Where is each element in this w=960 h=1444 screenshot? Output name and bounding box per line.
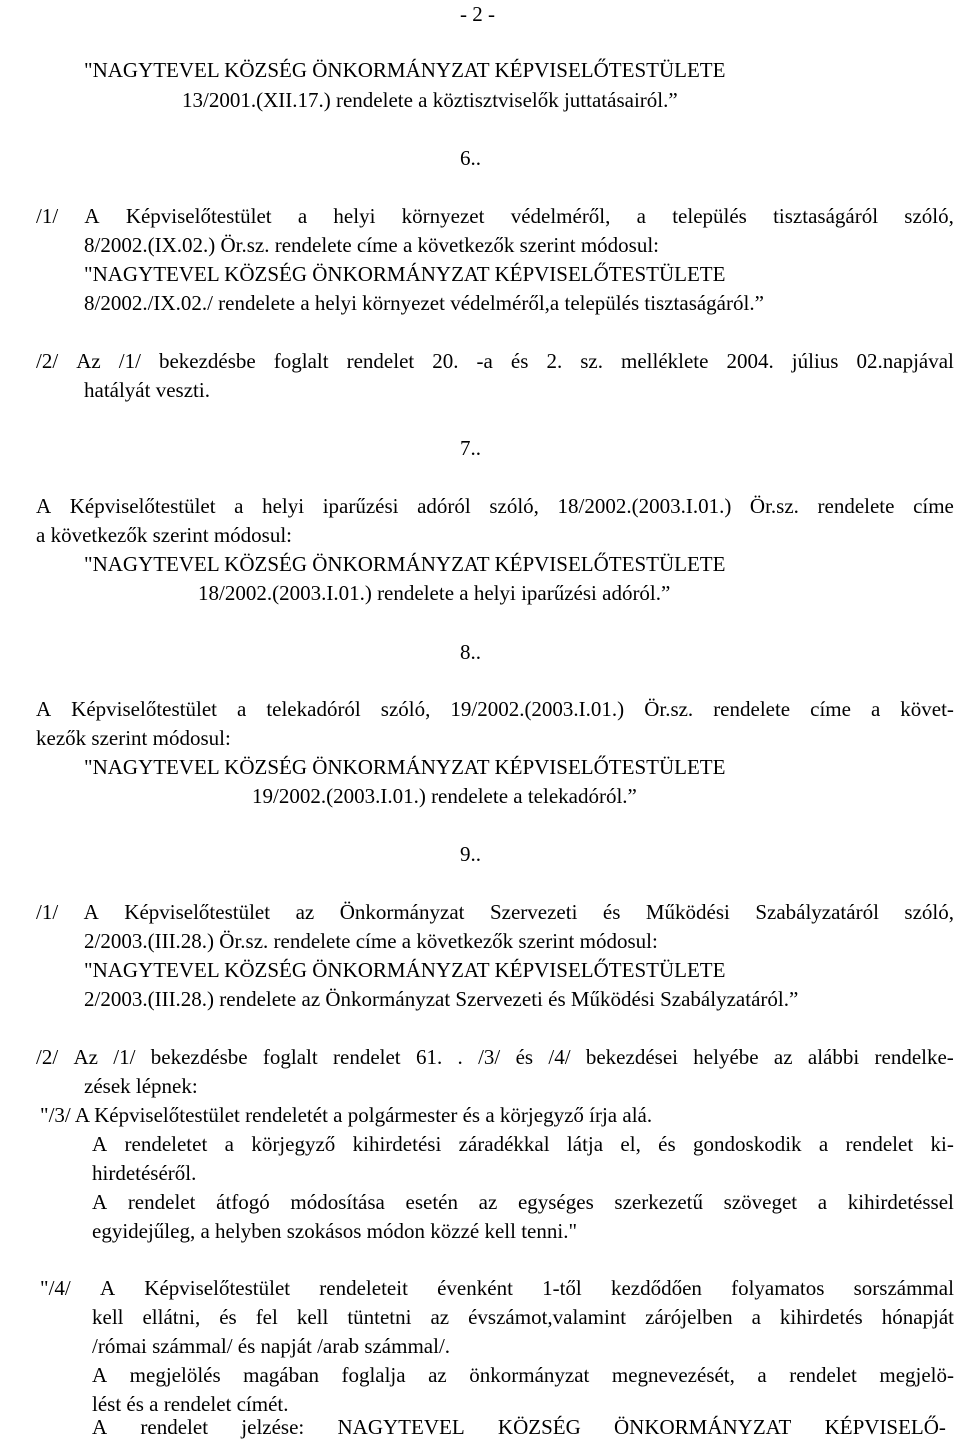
word: a xyxy=(818,1132,829,1156)
word: rendeleteit xyxy=(319,1276,408,1300)
section-6-heading: 6.. xyxy=(460,146,481,170)
word: Képviselőtestület xyxy=(125,204,272,228)
word: rendelete xyxy=(817,494,895,518)
word: NAGYTEVEL xyxy=(337,1415,465,1439)
word: /1/ xyxy=(118,349,141,373)
word: az xyxy=(430,1305,450,1329)
word: település xyxy=(672,204,747,228)
word: foglalja xyxy=(341,1363,406,1387)
word: és xyxy=(510,349,529,373)
section-9-para2-line2: zések lépnek: xyxy=(84,1074,198,1098)
section-8-line4: 19/2002.(2003.I.01.) rendelete a telekadóról.” xyxy=(252,784,637,808)
word: és xyxy=(658,1132,676,1156)
header-subtitle-line: 13/2001.(XII.17.) rendelete a köztisztviselők juttatásairól.” xyxy=(182,88,678,112)
word: a xyxy=(870,697,881,721)
section-7-line1 xyxy=(36,494,954,520)
word: foglalt xyxy=(273,349,329,373)
word: és xyxy=(602,900,621,924)
word: zárójelben xyxy=(645,1305,733,1329)
word: és xyxy=(515,1045,534,1069)
word: kihirdetéssel xyxy=(847,1190,954,1214)
word: Működési xyxy=(645,900,730,924)
section-7-line2: a következők szerint módosul: xyxy=(36,523,293,547)
word: esetén xyxy=(405,1190,458,1214)
quote-3-line4 xyxy=(92,1190,954,1216)
word: /4/ xyxy=(548,1045,571,1069)
word: ki- xyxy=(930,1132,954,1156)
word: jelzése: xyxy=(241,1415,305,1439)
word: szöveget xyxy=(723,1190,798,1214)
word: foglalt xyxy=(262,1045,318,1069)
section-8-line1 xyxy=(36,697,954,723)
quote-4-line2 xyxy=(92,1305,954,1331)
word: gondoskodik xyxy=(693,1132,802,1156)
word: alábbi xyxy=(807,1045,860,1069)
word: az xyxy=(773,1045,793,1069)
section-9-para1-line4: 2/2003.(III.28.) rendelete az Önkormányzat Szervezeti és Működési Szabályzatáról.” xyxy=(84,987,799,1011)
word: kell xyxy=(296,1305,329,1329)
word: és xyxy=(219,1305,237,1329)
word: /2/ xyxy=(36,349,59,373)
section-6-para1-line4: 8/2002./IX.02./ rendelete a helyi környezet védelméről,a település tisztaságáról.” xyxy=(84,291,764,315)
word: A xyxy=(92,1132,108,1156)
word: rendelete xyxy=(713,697,791,721)
word: Az xyxy=(73,1045,98,1069)
word: 2004. xyxy=(726,349,774,373)
word: átfogó xyxy=(216,1190,270,1214)
word: címe xyxy=(913,494,954,518)
word: A xyxy=(36,494,52,518)
section-9-para1-line1 xyxy=(36,900,954,926)
word: a xyxy=(224,1132,234,1156)
word: körjegyző xyxy=(251,1132,336,1156)
word: a xyxy=(636,204,646,228)
word: megjelölés xyxy=(129,1363,221,1387)
word: az xyxy=(428,1363,447,1387)
word: rendelet xyxy=(333,1045,401,1069)
word: 20. xyxy=(432,349,459,373)
word: "/4/ xyxy=(40,1276,71,1300)
word: melléklete xyxy=(621,349,709,373)
word: magában xyxy=(243,1363,319,1387)
word: a xyxy=(236,697,247,721)
word: /1/ xyxy=(36,204,59,228)
quote-4-line3: /római számmal/ és napját /arab számmal/. xyxy=(92,1334,451,1358)
word: az xyxy=(295,900,315,924)
word: bekezdései xyxy=(585,1045,678,1069)
word: A xyxy=(92,1415,108,1439)
word: Ör.sz. xyxy=(644,697,694,721)
section-6-para2-line1 xyxy=(36,349,954,375)
word: helyi xyxy=(333,204,376,228)
word: sz. xyxy=(580,349,603,373)
word: rendelke- xyxy=(874,1045,954,1069)
section-8-heading: 8.. xyxy=(460,640,481,664)
word: /3/ xyxy=(478,1045,501,1069)
word: egységes xyxy=(517,1190,594,1214)
word: önkormányzat xyxy=(469,1363,590,1387)
quote-3-line3: hirdetéséről. xyxy=(92,1161,197,1185)
word: kihirdetési xyxy=(352,1132,442,1156)
word: módosítása xyxy=(290,1190,385,1214)
word: ÖNKORMÁNYZAT xyxy=(614,1415,792,1439)
word: védelméről, xyxy=(510,204,611,228)
word: 18/2002.(2003.I.01.) xyxy=(557,494,732,518)
word: ellátni, xyxy=(142,1305,201,1329)
word: A xyxy=(36,697,52,721)
section-7-line4: 18/2002.(2003.I.01.) rendelete a helyi iparűzési adóról.” xyxy=(198,581,671,605)
word: telekadóról xyxy=(266,697,361,721)
word: július xyxy=(791,349,839,373)
word: Ör.sz. xyxy=(749,494,799,518)
word: a xyxy=(234,494,244,518)
word: . xyxy=(457,1045,463,1069)
word: folyamatos xyxy=(731,1276,825,1300)
word: látja xyxy=(566,1132,604,1156)
section-9-para2-line1 xyxy=(36,1045,954,1071)
word: A xyxy=(83,900,99,924)
word: szóló, xyxy=(904,900,954,924)
word: /1/ xyxy=(113,1045,136,1069)
word: rendelet xyxy=(140,1415,209,1439)
word: kezdődően xyxy=(610,1276,702,1300)
word: -a xyxy=(476,349,493,373)
word: helyébe xyxy=(693,1045,759,1069)
quote-3-line5: egyidejűleg, a helyben szokásos módon közzé kell tenni." xyxy=(92,1219,578,1243)
quote-4-line5: lést és a rendelet címét. xyxy=(92,1392,289,1416)
section-8-line3: "NAGYTEVEL KÖZSÉG ÖNKORMÁNYZAT KÉPVISELŐTESTÜLETE xyxy=(84,755,726,779)
word: rendelet xyxy=(127,1190,196,1214)
word: az xyxy=(478,1190,498,1214)
quote-3-line2 xyxy=(92,1132,954,1158)
quote-4-line4 xyxy=(92,1363,954,1389)
word: évszámot,valamint xyxy=(468,1305,627,1329)
word: követ- xyxy=(900,697,954,721)
word: kihirdetés xyxy=(779,1305,863,1329)
word: el, xyxy=(620,1132,641,1156)
section-6-para1-line3: "NAGYTEVEL KÖZSÉG ÖNKORMÁNYZAT KÉPVISELŐTESTÜLETE xyxy=(84,262,726,286)
word: a xyxy=(297,204,308,228)
quote-4-line6 xyxy=(92,1415,946,1441)
word: Képviselőtestület xyxy=(124,900,271,924)
word: Képviselőtestület xyxy=(144,1276,291,1300)
word: adóról xyxy=(417,494,471,518)
word: iparűzési xyxy=(322,494,399,518)
word: rendelet xyxy=(845,1132,914,1156)
word: a xyxy=(757,1363,767,1387)
word: Képviselőtestület xyxy=(69,494,216,518)
word: rendeletet xyxy=(124,1132,208,1156)
section-9-heading: 9.. xyxy=(460,842,481,866)
word: Szervezeti xyxy=(489,900,578,924)
section-8-line2: kezők szerint módosul: xyxy=(36,726,231,750)
word: A xyxy=(84,204,100,228)
word: KÉPVISELŐ- xyxy=(824,1415,946,1439)
word: bekezdésbe xyxy=(150,1045,248,1069)
word: KÖZSÉG xyxy=(497,1415,581,1439)
word: a xyxy=(817,1190,828,1214)
word: szóló, xyxy=(904,204,954,228)
word: szóló, xyxy=(489,494,539,518)
word: a xyxy=(751,1305,761,1329)
word: megjelö- xyxy=(879,1363,954,1387)
word: 2. xyxy=(546,349,563,373)
word: A xyxy=(99,1276,116,1300)
word: A xyxy=(92,1190,108,1214)
quote-4-line1 xyxy=(40,1276,954,1302)
word: szerkezetű xyxy=(614,1190,703,1214)
word: /2/ xyxy=(36,1045,59,1069)
word: környezet xyxy=(401,204,485,228)
word: hónapját xyxy=(881,1305,954,1329)
word: rendelet xyxy=(346,349,415,373)
section-6-para2-line2: hatályát veszti. xyxy=(84,378,210,402)
section-7-line3: "NAGYTEVEL KÖZSÉG ÖNKORMÁNYZAT KÉPVISELŐTESTÜLETE xyxy=(84,552,726,576)
word: 61. xyxy=(415,1045,443,1069)
quote-3-line1: "/3/ A Képviselőtestület rendeletét a polgármester és a körjegyző írja alá. xyxy=(40,1103,653,1127)
word: helyi xyxy=(262,494,305,518)
word: sorszámmal xyxy=(853,1276,954,1300)
section-6-para1-line1 xyxy=(36,204,954,230)
word: szóló, xyxy=(380,697,431,721)
section-9-para1-line3: "NAGYTEVEL KÖZSÉG ÖNKORMÁNYZAT KÉPVISELŐTESTÜLETE xyxy=(84,958,726,982)
word: rendelet xyxy=(789,1363,857,1387)
header-title-line: "NAGYTEVEL KÖZSÉG ÖNKORMÁNYZAT KÉPVISELŐTESTÜLETE xyxy=(84,58,726,82)
word: évenként xyxy=(437,1276,513,1300)
word: tüntetni xyxy=(347,1305,412,1329)
word: Az xyxy=(76,349,101,373)
word: 1-től xyxy=(542,1276,582,1300)
word: fel xyxy=(255,1305,278,1329)
word: Önkormányzat xyxy=(339,900,465,924)
word: bekezdésbe xyxy=(158,349,256,373)
word: Szabályzatáról xyxy=(755,900,879,924)
word: Képviselőtestület xyxy=(71,697,217,721)
section-6-para1-line2: 8/2002.(IX.02.) Ör.sz. rendelete címe a következők szerint módosul: xyxy=(84,233,659,257)
word: címe xyxy=(810,697,851,721)
word: 02.napjával xyxy=(856,349,954,373)
word: /1/ xyxy=(36,900,59,924)
section-7-heading: 7.. xyxy=(460,436,481,460)
word: tisztaságáról xyxy=(773,204,879,228)
page-number: - 2 - xyxy=(460,2,495,26)
word: kell xyxy=(92,1305,124,1329)
word: záradékkal xyxy=(458,1132,550,1156)
word: 19/2002.(2003.I.01.) xyxy=(450,697,625,721)
word: megnevezését, xyxy=(611,1363,735,1387)
section-9-para1-line2: 2/2003.(III.28.) Ör.sz. rendelete címe a következők szerint módosul: xyxy=(84,929,658,953)
word: A xyxy=(92,1363,108,1387)
